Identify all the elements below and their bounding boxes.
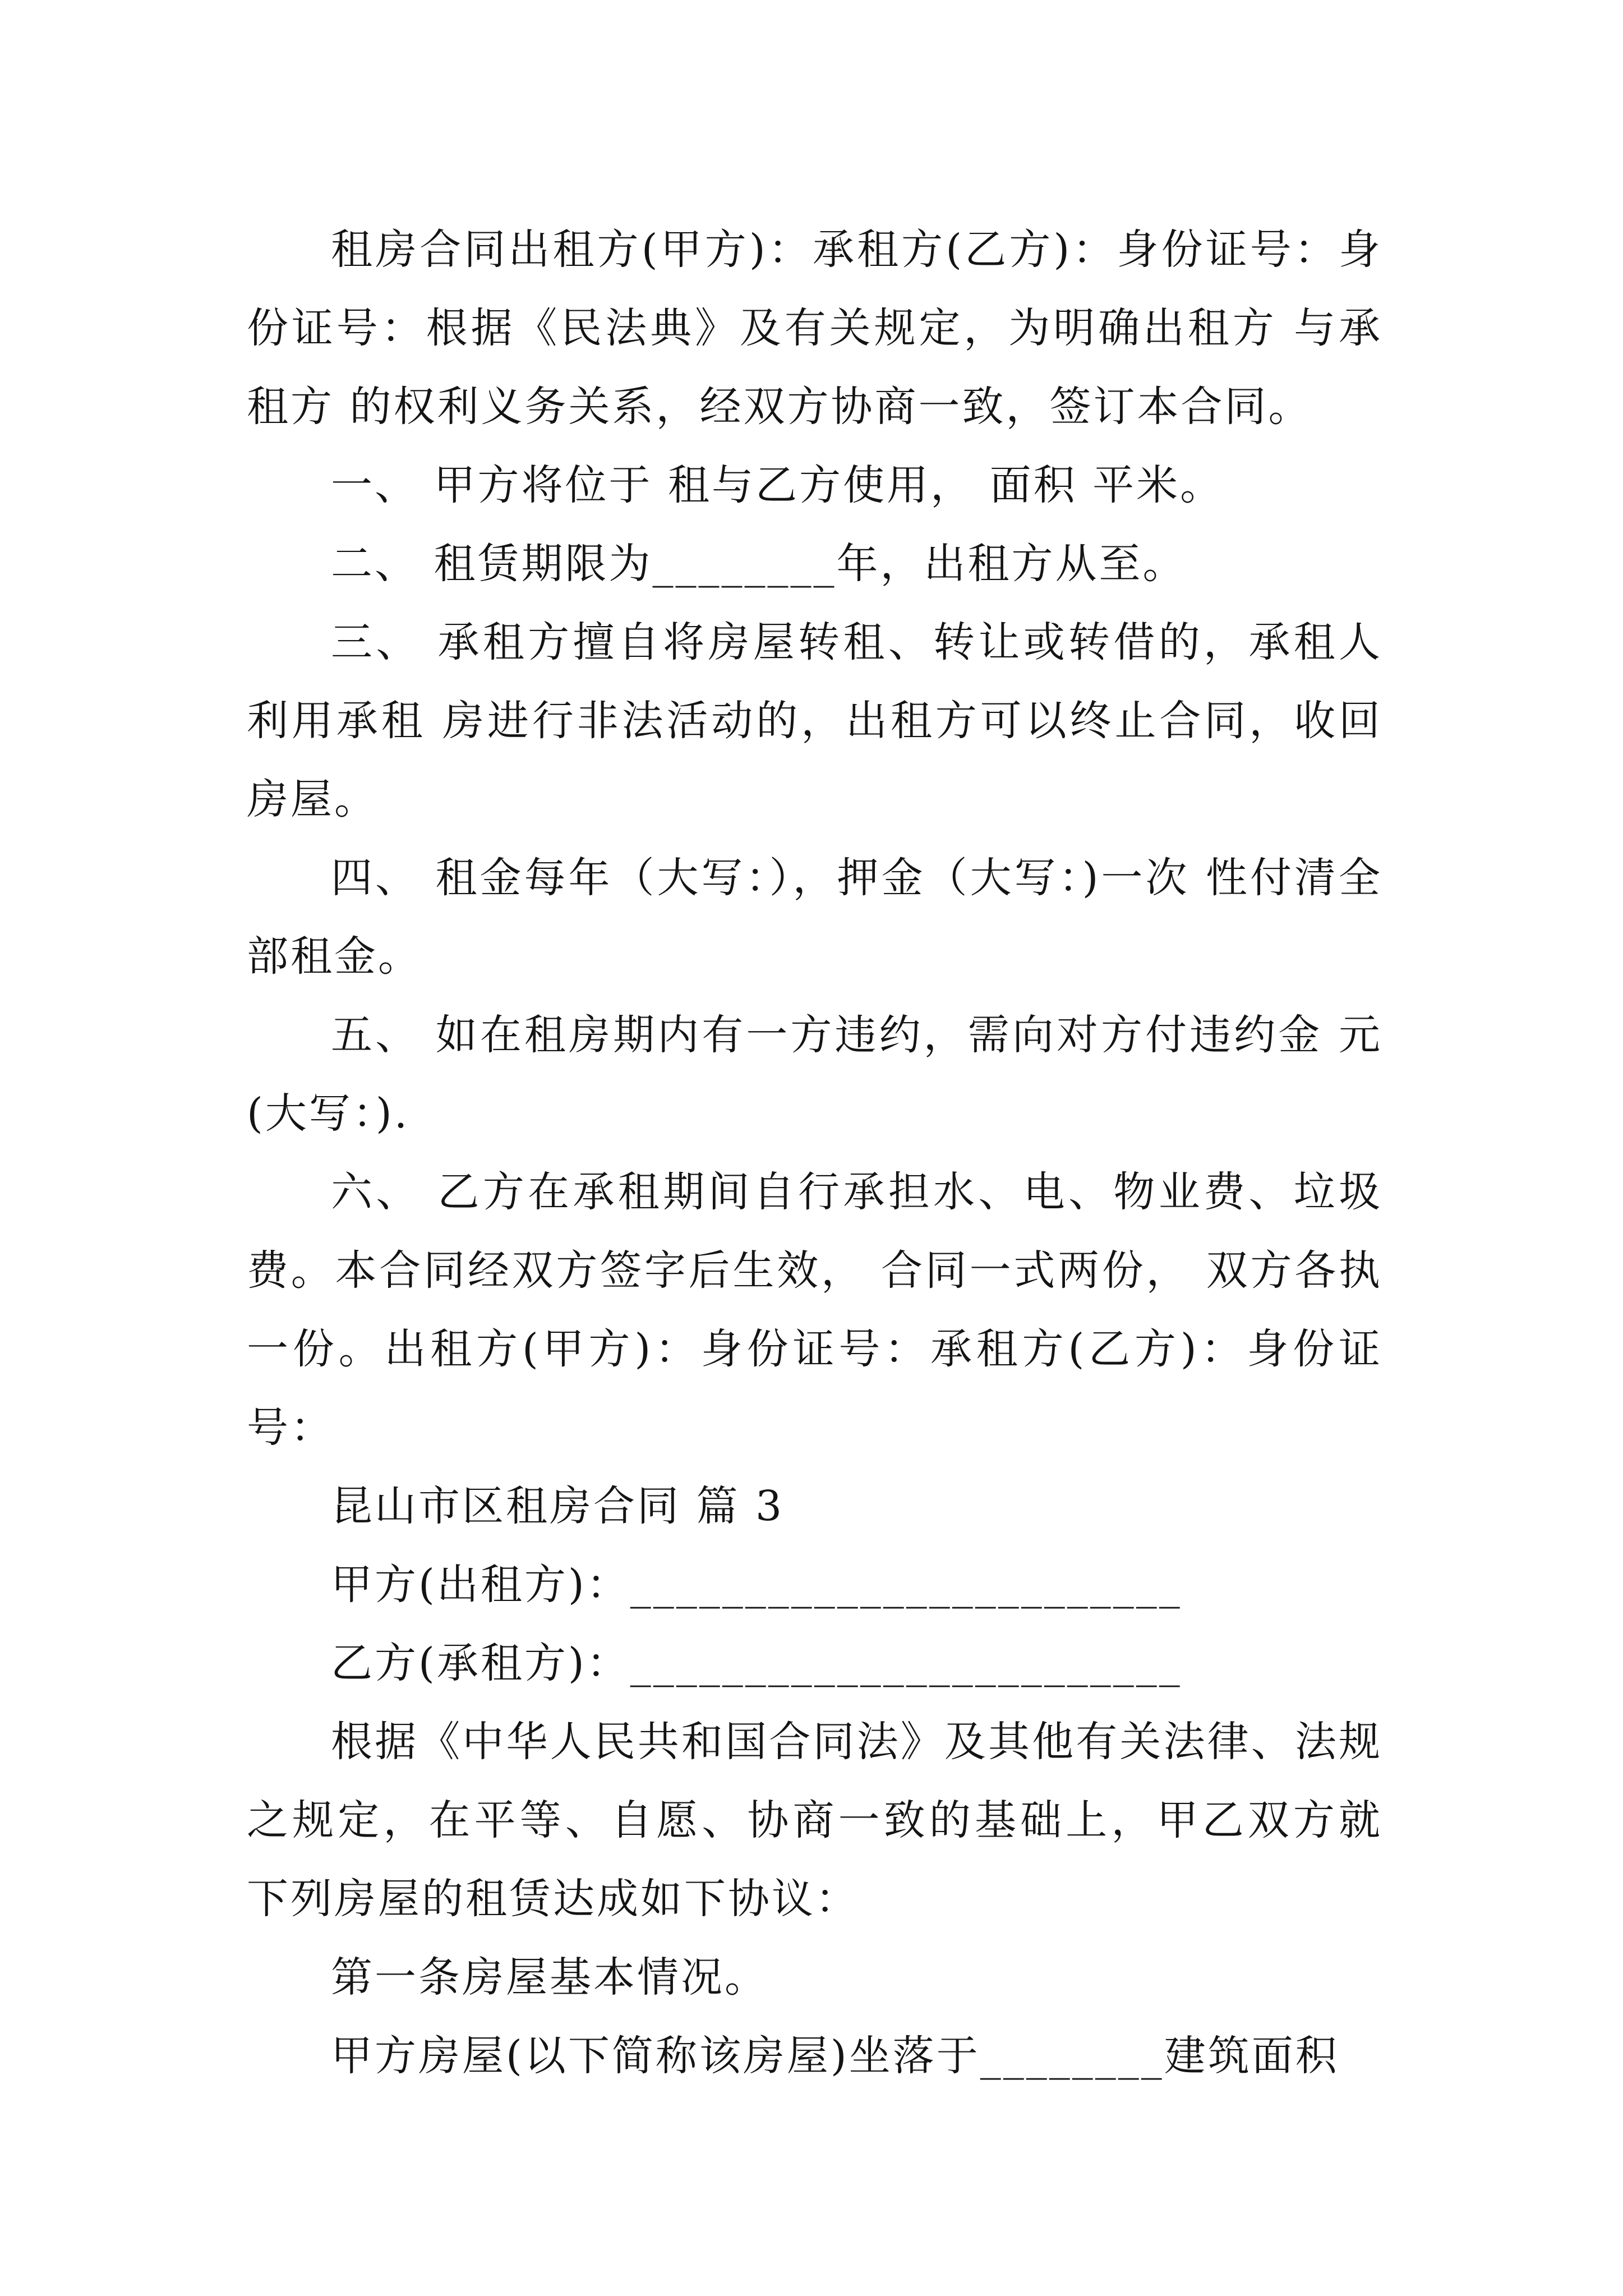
clause-1: 一、 甲方将位于 租与乙方使用， 面积 平米。	[331, 461, 1224, 509]
section-title: 昆山市区租房合同 篇 3	[331, 1482, 785, 1530]
party-a-line: 甲方(出租方)：________________________	[331, 1561, 1182, 1609]
party-b-line: 乙方(承租方)：________________________	[331, 1639, 1182, 1687]
clause-2: 二、 租赁期限为________年，出租方从至。	[331, 540, 1187, 588]
intro-paragraph: 根据《中华人民共和国合同法》及其他有关法律、法规之规定，在平等、自愿、协商一致的基础上，甲乙双方就下列房屋的租赁达成如下协议：	[247, 1718, 1382, 1923]
clause-5: 五、 如在租房期内有一方违约，需向对方付违约金 元(大写：).	[247, 1011, 1382, 1138]
clause-4: 四、 租金每年（大写：），押金（大写：)一次 性付清全部租金。	[247, 854, 1382, 981]
contract-opening-paragraph: 租房合同出租方(甲方)：承租方(乙方)：身份证号：身份证号：根据《民法典》及有关规定，为明确出租方 与承租方 的权利义务关系，经双方协商一致，签订本合同。	[247, 226, 1382, 431]
article-1-heading: 第一条房屋基本情况。	[331, 1953, 768, 2001]
clause-6: 六、 乙方在承租期间自行承担水、电、物业费、垃圾费。本合同经双方签字后生效， 合同一式两份， 双方各执一份。出租方(甲方)：身份证号：承租方(乙方)：身份证号：	[247, 1168, 1382, 1452]
article-1-text: 甲方房屋(以下简称该房屋)坐落于________建筑面积	[331, 2032, 1339, 2080]
clause-3: 三、 承租方擅自将房屋转租、转让或转借的，承租人利用承租 房进行非法活动的，出租方可以终止合同，收回房屋。	[247, 618, 1382, 823]
document-body	[247, 210, 1382, 2095]
